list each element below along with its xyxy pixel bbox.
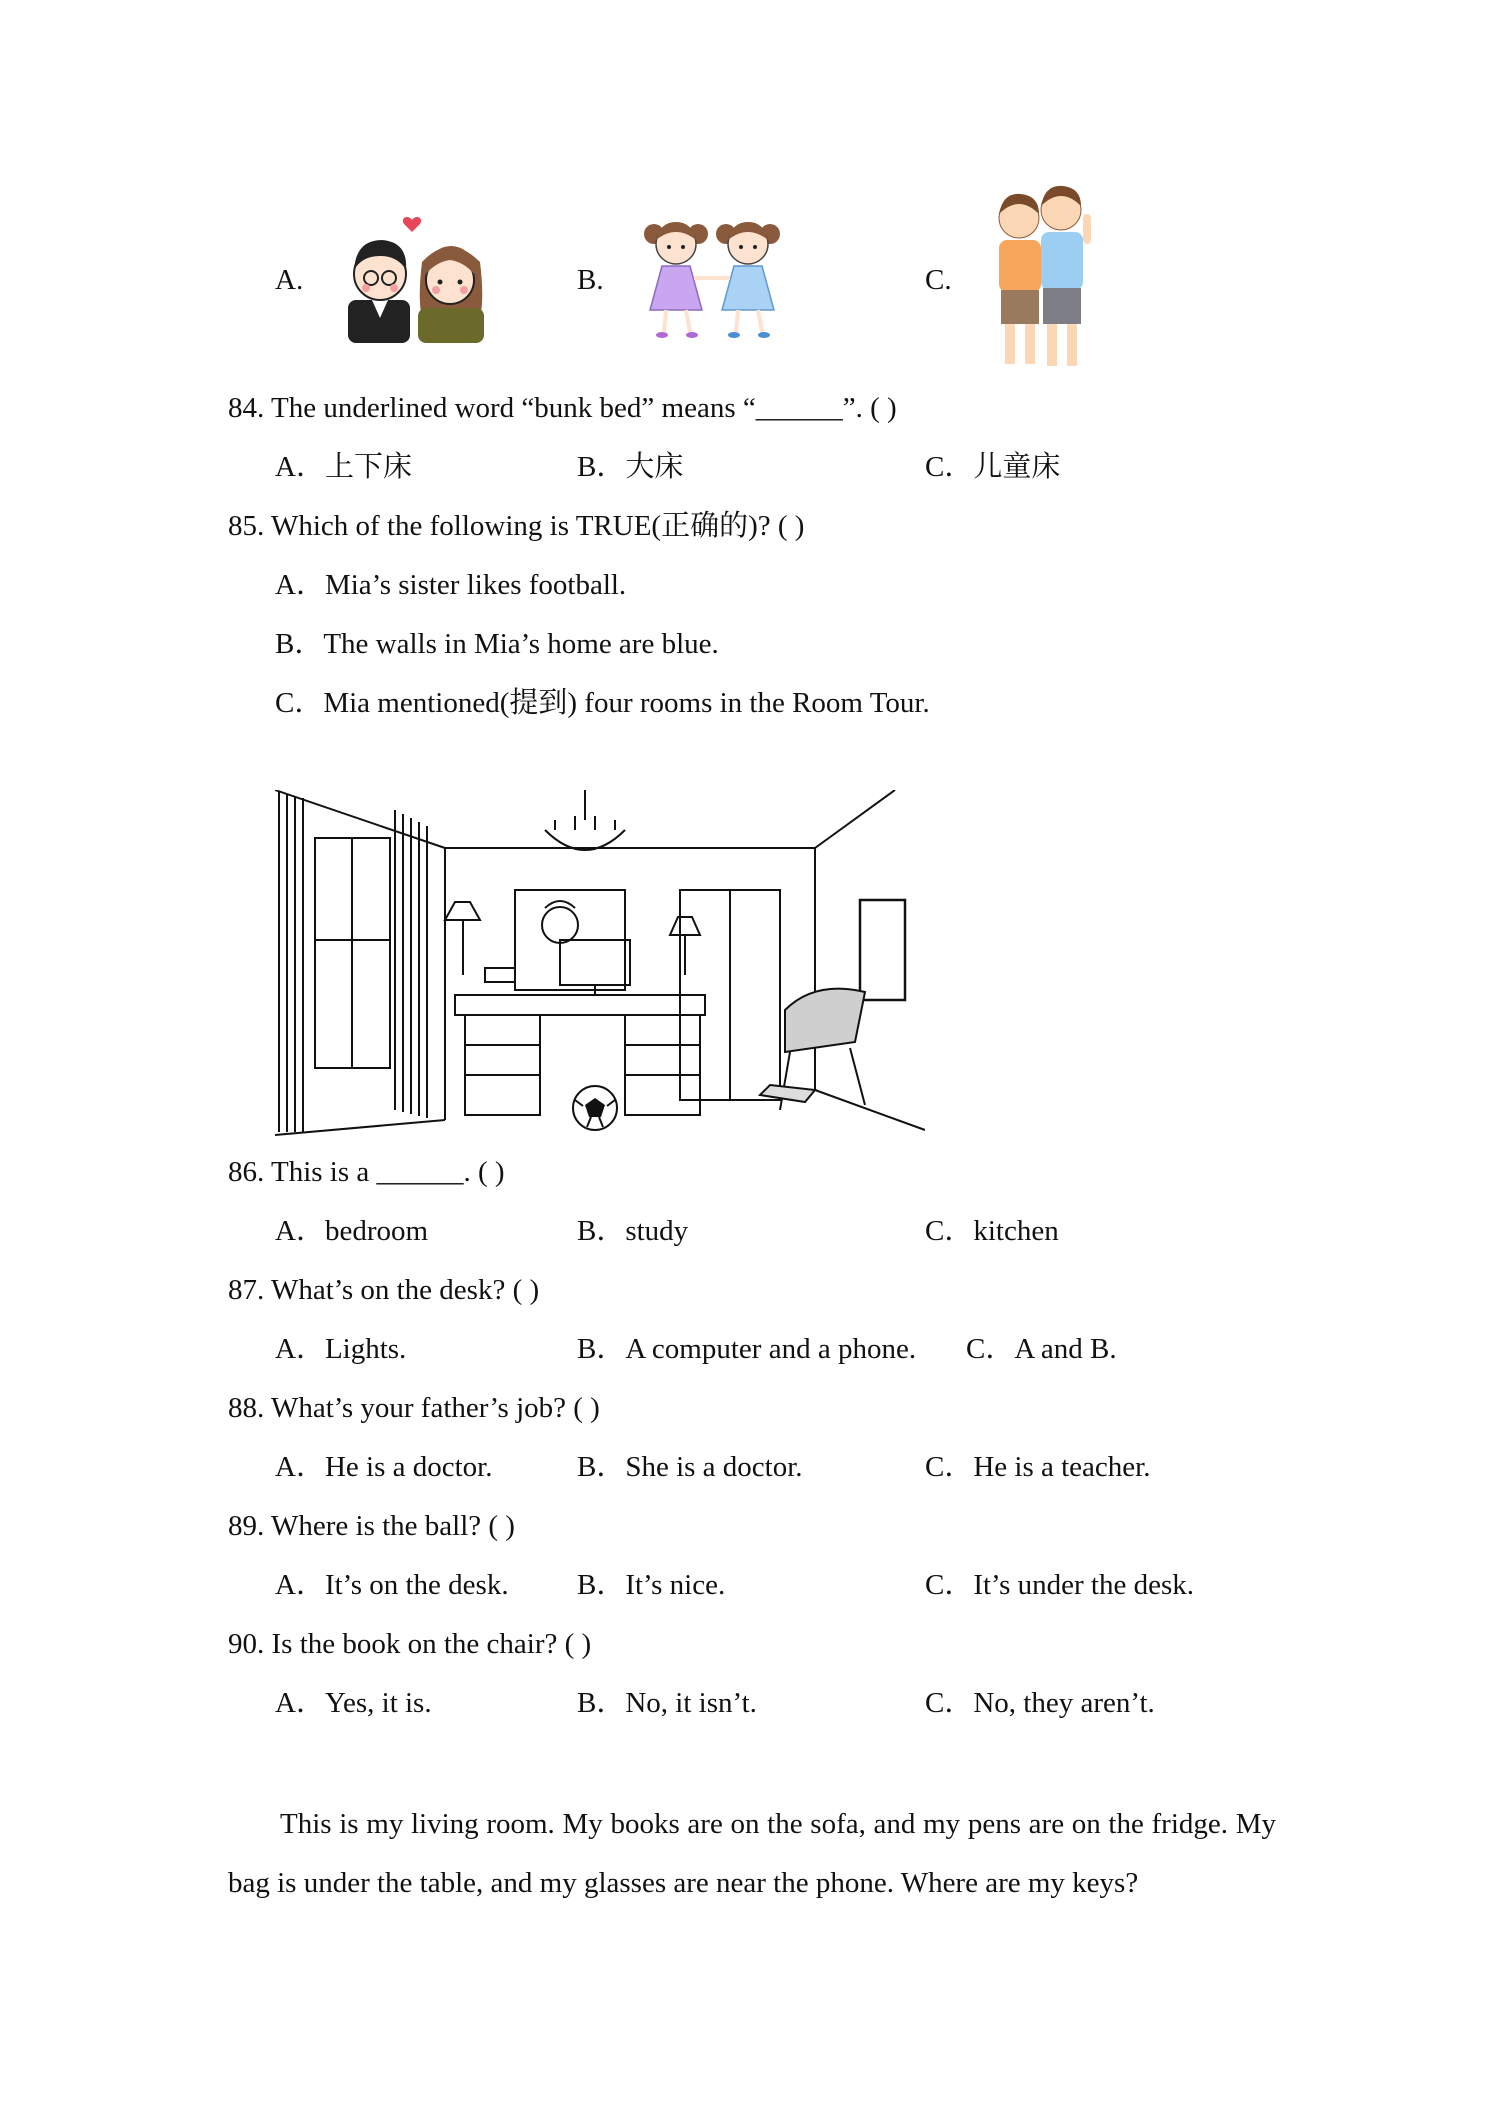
question-text: Which of the following is TRUE(正确的)? ( ): [270, 510, 805, 542]
q88-question: [228, 1390, 600, 1426]
question-number: 88.: [228, 1392, 265, 1424]
q84-question: [228, 390, 897, 426]
reading-passage: This is my living room. My books are on the sofa, and my pens are on the fridge. My bag is under the table, and my glasses are near the phone. Where are my keys?: [228, 1808, 1276, 1899]
question-text: Where is the ball? ( ): [270, 1510, 515, 1542]
q88-option-a[interactable]: A．He is a doctor.: [275, 1451, 493, 1483]
q90-option-c[interactable]: C．No, they aren’t.: [925, 1687, 1155, 1719]
question-number: 87.: [228, 1274, 265, 1306]
q83-option-c-label: C.: [925, 264, 952, 296]
question-number: 86.: [228, 1156, 265, 1188]
question-text: What’s on the desk? ( ): [270, 1274, 540, 1306]
question-text: What’s your father’s job? ( ): [270, 1392, 600, 1424]
q90-option-b[interactable]: B．No, it isn’t.: [577, 1687, 757, 1719]
q89-question: [228, 1508, 515, 1544]
q83-option-a-label: A.: [275, 264, 304, 296]
q85-option-a[interactable]: A．Mia’s sister likes football.: [275, 569, 627, 601]
q83-option-b-label: B.: [577, 264, 604, 296]
q89-option-b[interactable]: B．It’s nice.: [577, 1569, 726, 1601]
two-boys-icon: [985, 180, 1095, 370]
q84-option-b[interactable]: B．大床: [577, 451, 684, 483]
q90-question: [228, 1626, 591, 1662]
question-number: 84.: [228, 392, 265, 424]
q89-option-c[interactable]: C．It’s under the desk.: [925, 1569, 1195, 1601]
question-text: This is a ______. ( ): [270, 1156, 505, 1188]
q84-option-a[interactable]: A．上下床: [275, 451, 412, 483]
study-room-drawing-icon: [275, 790, 925, 1140]
two-girls-icon: [632, 208, 792, 343]
q88-option-c[interactable]: C．He is a teacher.: [925, 1451, 1151, 1483]
q87-option-c[interactable]: C．A and B.: [966, 1333, 1117, 1365]
q84-option-c[interactable]: C．儿童床: [925, 451, 1061, 483]
couple-boy-girl-icon: [334, 208, 494, 343]
q86-option-b[interactable]: B．study: [577, 1215, 689, 1247]
q87-option-b[interactable]: B．A computer and a phone.: [577, 1333, 917, 1365]
q86-question: [228, 1154, 505, 1190]
question-number: 90.: [228, 1628, 265, 1660]
q86-option-c[interactable]: C．kitchen: [925, 1215, 1059, 1247]
question-number: 89.: [228, 1510, 265, 1542]
q85-option-b[interactable]: B．The walls in Mia’s home are blue.: [275, 628, 719, 660]
question-number: 85.: [228, 510, 265, 542]
question-text: Is the book on the chair? ( ): [271, 1628, 592, 1660]
question-text: The underlined word “bunk bed” means “______”. ( ): [270, 392, 897, 424]
q85-option-c[interactable]: C．Mia mentioned(提到) four rooms in the Room Tour.: [275, 687, 930, 719]
q85-question: [228, 508, 804, 544]
q87-question: [228, 1272, 539, 1308]
q86-option-a[interactable]: A．bedroom: [275, 1215, 429, 1247]
q88-option-b[interactable]: B．She is a doctor.: [577, 1451, 803, 1483]
q90-option-a[interactable]: A．Yes, it is.: [275, 1687, 432, 1719]
q87-option-a[interactable]: A．Lights.: [275, 1333, 407, 1365]
q89-option-a[interactable]: A．It’s on the desk.: [275, 1569, 509, 1601]
